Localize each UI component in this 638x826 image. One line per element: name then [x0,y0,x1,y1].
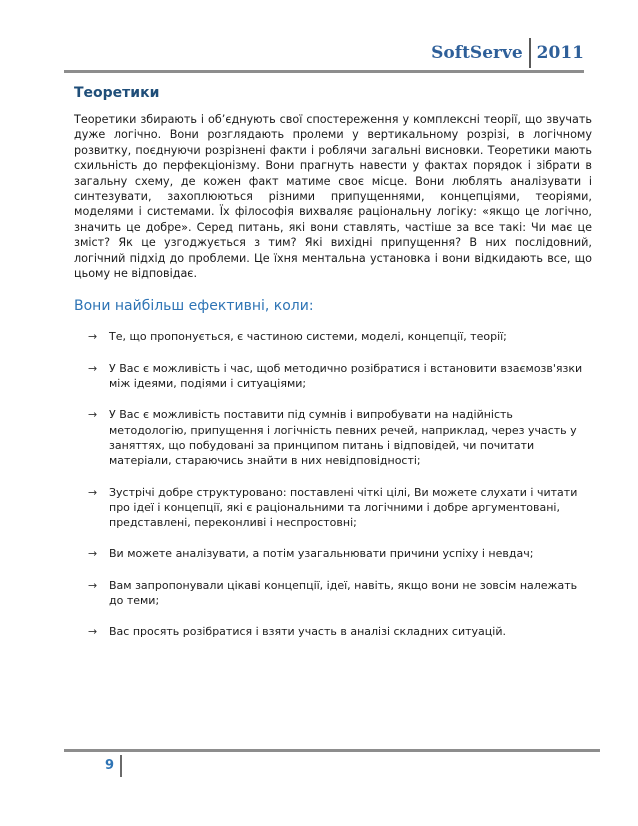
arrow-right-icon: → [88,330,98,344]
list-item [74,546,592,561]
intro-paragraph: Теоретики збирають і об’єднують свої спостереження у комплексні теорії, що звучать дуже логічно. Вони розглядають пролеми у вертикальному розрізі, в логічному розвитку, поєднуючи розрізнені факти і роблячи загальні висновки. Теоретики мають схильність до перфекціонізму. Вони прагнуть навести у фактах порядок і зібрати в загальну схему, де кожен факт матиме своє місце. Вони люблять аналізувати і синтезувати, захоплюються різними припущеннями, концепціями, теоріями, моделями і системами. Їх філософія вихваляє раціональну логіку: «якщо це логічно, значить це добре». Серед питань, які вони ставлять, частіше за все такі: Чи має це зміст? Як це узгоджується з тим? Які вихідні припущення? В них послідовний, логічний підхід до проблеми. Це їхня ментальна установка і вони відкидають все, що цьому не відповідає. [74,113,592,281]
page-header [431,38,584,68]
arrow-right-icon: → [88,625,98,639]
effectiveness-list [74,329,592,639]
list-item [74,407,592,468]
header-separator [529,38,531,68]
header-rule [64,70,584,73]
list-item [74,329,592,344]
list-item [74,361,592,392]
list-item-text: Ви можете аналізувати, а потім узагальнювати причини успіху і невдач; [109,547,534,561]
list-item-text: У Вас є можливість і час, щоб методично розібратися і встановити взаємозв'язки між ідеями, подіями і ситуаціями; [109,361,583,391]
list-item-text: Те, що пропонується, є частиною системи, моделі, концепції, теорії; [109,330,507,344]
header-year: 2011 [536,43,584,63]
effectiveness-subheading: Вони найбільш ефективні, коли: [74,298,314,315]
list-item-text: Вас просять розібратися і взяти участь в аналізі складних ситуацій. [109,625,506,639]
page-number: 9 [104,758,114,773]
arrow-right-icon: → [88,578,98,592]
header-company: SoftServe [431,43,523,63]
list-item-text: У Вас є можливість поставити під сумнів і випробувати на надійність методологію, припущення і логічність певних речей, наприклад, через участь у заняттях, що побудовані за принципом питань і відповідей, чи почитати матеріали, стараючись знайти в них невідповідності; [109,408,577,468]
page-number-separator [120,755,122,777]
list-item-text: Вам запропонували цікаві концепції, ідеї, навіть, якщо вони не зовсім належать до теми; [109,578,578,608]
arrow-right-icon: → [88,408,98,422]
footer-rule [64,749,600,752]
section-title: Теоретики [74,85,160,101]
list-item [74,624,592,639]
arrow-right-icon: → [88,485,98,499]
page-content [74,84,592,656]
list-item [74,578,592,609]
list-item [74,485,592,531]
list-item-text: Зустрічі добре структуровано: поставлені чіткі цілі, Ви можете слухати і читати про ідеї і концепції, які є раціональними та логічними і добре аргументовані, представлені, переконливі і неспростовні; [109,485,578,530]
arrow-right-icon: → [88,547,98,561]
arrow-right-icon: → [88,361,98,375]
